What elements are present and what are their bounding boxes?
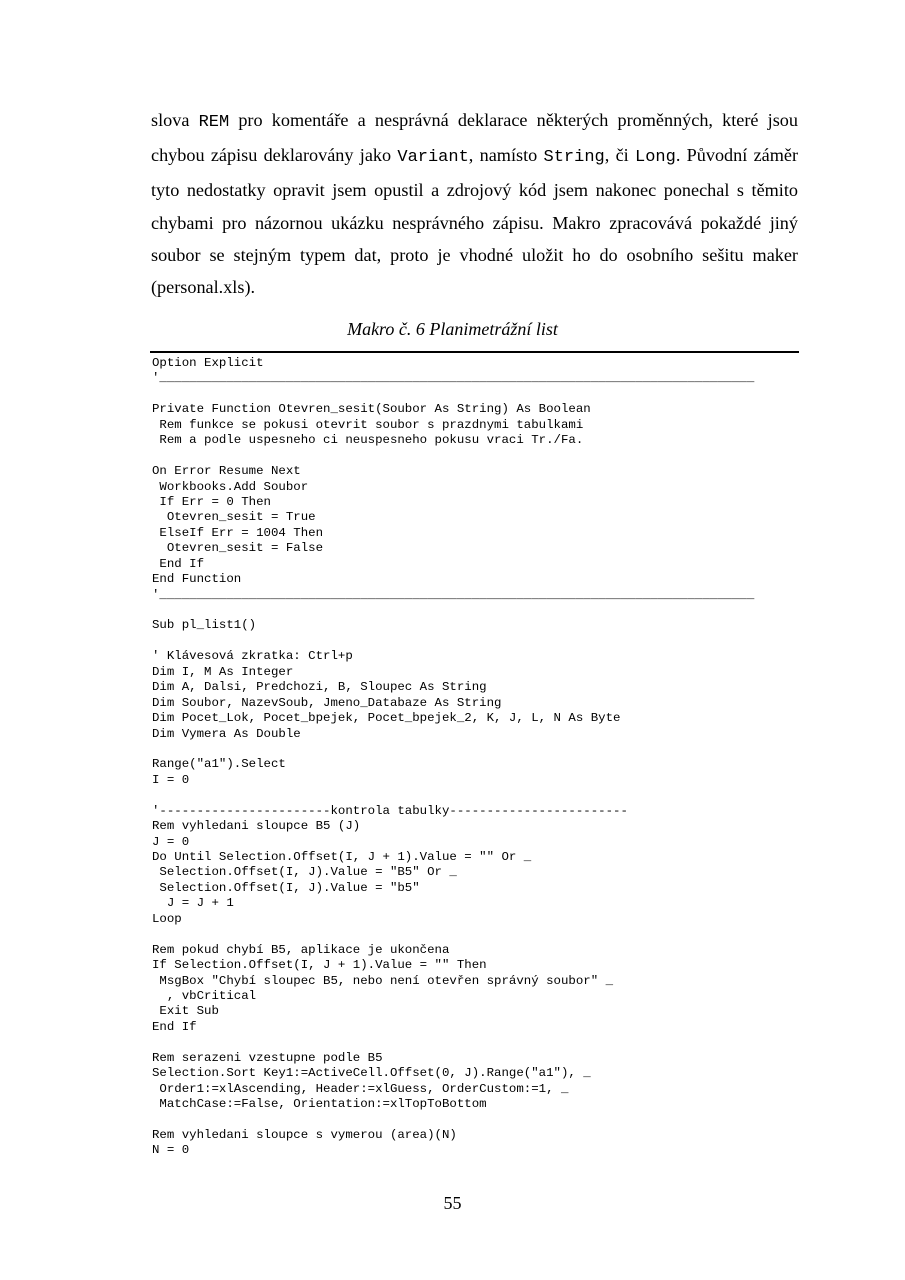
code-line [152,1035,754,1050]
code-line: If Err = 0 Then [152,494,271,509]
code-line: N = 0 [152,1143,190,1158]
code-line: Do Until Selection.Offset(I, J + 1).Value = "" Or _ [152,850,532,864]
code-line: '________________________________________________________________________________ [152,371,755,386]
code-line: , vbCritical [152,988,257,1003]
code-line: ElseIf Err = 1004 Then [152,525,324,540]
code-line: End Function [152,572,242,587]
code-line [152,742,754,757]
code-line: Selection.Offset(I, J).Value = "B5" Or _ [152,865,457,880]
code-line: Private Function Otevren_sesit(Soubor As String) As Boolean [152,402,591,417]
text-segment: . Původní záměr tyto nedostatky opravit jsem opustil a zdrojový kód jsem nakonec ponechal s těmito chybami pro názornou ukázku nesprávného zápisu. Makro zpracovává pokaždé jiný soubor se stejným typem dat, proto je vhodné uložit ho do osobního sešitu maker (personal.xls). [151,145,798,298]
code-line: Selection.Offset(I, J).Value = "b5" [152,880,420,895]
code-line: I = 0 [152,772,190,787]
code-line [152,788,754,803]
code-line: Workbooks.Add Soubor [152,479,309,494]
code-line: Rem vyhledani sloupce s vymerou (area)(N) [152,1127,457,1142]
code-listing [152,356,754,1159]
code-line: End If [152,1019,197,1034]
macro-caption: Makro č. 6 Planimetrážní list [347,319,558,339]
code-line: Otevren_sesit = False [152,541,324,556]
code-line: Rem serazeni vzestupne podle B5 [152,1050,383,1065]
code-line: Option Explicit [152,356,264,370]
code-line: Rem pokud chybí B5, aplikace je ukončena [152,942,450,957]
code-line: Loop [152,911,182,926]
code-line: '________________________________________________________________________________ [152,587,755,602]
code-line: '-----------------------kontrola tabulky------------------------ [152,803,628,818]
code-keyword: REM [198,113,230,132]
text-segment: , namísto [468,145,544,166]
code-line: Dim Soubor, NazevSoub, Jmeno_Databaze As String [152,695,502,710]
code-line: Sub pl_list1() [152,618,257,633]
code-line: Dim I, M As Integer [152,664,294,679]
code-line [152,387,754,402]
text-segment: pro komentáře a nesprávná deklarace některých proměnných, které jsou chybou zápisu deklarovány jako [151,110,798,166]
code-line: Rem vyhledani sloupce B5 (J) [152,819,361,834]
code-line: Order1:=xlAscending, Header:=xlGuess, OrderCustom:=1, _ [152,1081,569,1096]
text-segment: , či [604,145,635,166]
code-line: MsgBox "Chybí sloupec B5, nebo není otevřen správný soubor" _ [152,973,614,988]
code-line [152,603,754,618]
code-line: On Error Resume Next [152,464,301,479]
code-line [152,449,754,464]
code-line: Selection.Sort Key1:=ActiveCell.Offset(0, J).Range("a1"), _ [152,1066,591,1081]
code-line: J = J + 1 [152,896,234,911]
body-paragraph [151,104,798,303]
code-line: Dim Pocet_Lok, Pocet_bpejek, Pocet_bpejek_2, K, J, L, N As Byte [152,711,621,726]
code-line: Range("a1").Select [152,757,286,772]
code-line: End If [152,556,205,571]
code-line: Otevren_sesit = True [152,510,316,525]
code-line [152,1112,754,1127]
code-top-rule [150,351,799,353]
code-line: If Selection.Offset(I, J + 1).Value = "" Then [152,958,487,973]
text-segment: slova [151,110,199,130]
code-keyword: String [543,148,605,168]
code-line: MatchCase:=False, Orientation:=xlTopToBottom [152,1097,487,1111]
code-line: Dim Vymera As Double [152,726,301,741]
code-keyword: Long [635,148,676,168]
code-line [152,927,754,942]
code-line: Exit Sub [152,1004,219,1019]
code-line [152,634,754,649]
code-keyword: Variant [397,148,469,168]
code-line: J = 0 [152,834,190,849]
code-line: Rem a podle uspesneho ci neuspesneho pokusu vraci Tr./Fa. [152,433,584,448]
code-line: ' Klávesová zkratka: Ctrl+p [152,649,353,664]
code-line: Dim A, Dalsi, Predchozi, B, Sloupec As String [152,680,487,695]
code-line: Rem funkce se pokusi otevrit soubor s prazdnymi tabulkami [152,417,584,432]
page-number: 55 [443,1193,462,1213]
